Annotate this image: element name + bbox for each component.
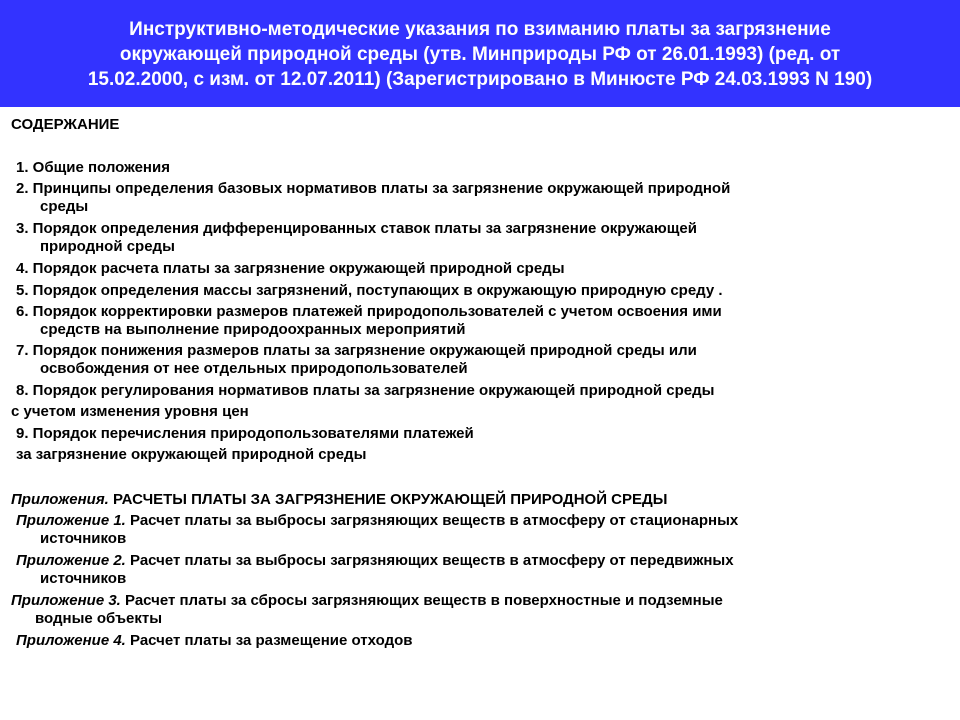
appendix-continuation: источников <box>40 570 127 587</box>
contents-item-text: 5. Порядок определения массы загрязнений, поступающих в окружающую природную среду . <box>16 282 723 299</box>
contents-item-text: за загрязнение окружающей природной среды <box>16 446 367 463</box>
appendix-text: Расчет платы за размещение отходов <box>125 632 413 649</box>
contents-item-text: 7. Порядок понижения размеров платы за загрязнение окружающей природной среды или <box>16 342 697 359</box>
contents-item-text: 1. Общие положения <box>16 159 170 176</box>
appendix-item-1 <box>16 512 738 548</box>
appendix-text: Расчет платы за выбросы загрязняющих веществ в атмосферу от передвижных <box>125 552 734 569</box>
contents-title: СОДЕРЖАНИЕ <box>11 116 120 133</box>
contents-item-text: 6. Порядок корректировки размеров платежей природопользователей с учетом освоения ими <box>16 303 722 320</box>
appendix-label: Приложение 3. <box>11 592 121 609</box>
header-line-1: Инструктивно-методические указания по взиманию платы за загрязнение <box>129 19 831 40</box>
appendix-label: Приложение 4. <box>16 632 126 649</box>
header-line-3: 15.02.2000, с изм. от 12.07.2011) (Зарегистрировано в Минюсте РФ 24.03.1993 N 190) <box>87 69 873 90</box>
contents-item-text: 2. Принципы определения базовых нормативов платы за загрязнение окружающей природной <box>16 180 731 197</box>
appendix-label: Приложение 2. <box>16 552 126 569</box>
appendix-continuation: водные объекты <box>35 610 163 627</box>
contents-item-continuation: среды <box>40 198 89 215</box>
appendix-label: Приложение 1. <box>16 512 126 529</box>
contents-item-continuation: освобождения от нее отдельных природопользователей <box>40 360 468 377</box>
contents-item-4 <box>16 260 565 278</box>
contents-item-6 <box>16 303 722 339</box>
appendix-item-3 <box>11 592 723 628</box>
appendix-text: Расчет платы за выбросы загрязняющих веществ в атмосферу от стационарных <box>125 512 739 529</box>
appendices-heading <box>11 491 667 509</box>
appendix-text: Расчет платы за сбросы загрязняющих веществ в поверхностные и подземные <box>120 592 723 609</box>
contents-item-9 <box>16 425 474 443</box>
contents-item-2 <box>16 180 730 216</box>
appendices-heading-text: РАСЧЕТЫ ПЛАТЫ ЗА ЗАГРЯЗНЕНИЕ ОКРУЖАЮЩЕЙ ПРИРОДНОЙ СРЕДЫ <box>108 491 668 508</box>
contents-item-8 <box>16 382 714 400</box>
slide-header <box>0 0 960 107</box>
contents-item-continuation: природной среды <box>40 238 175 255</box>
appendix-item-4 <box>16 632 412 650</box>
contents-item-3 <box>16 220 697 256</box>
contents-item-1 <box>16 159 170 177</box>
header-line-2: окружающей природной среды (утв. Минприроды РФ от 26.01.1993) (ред. от <box>119 44 841 65</box>
contents-item-text: с учетом изменения уровня цен <box>11 403 249 420</box>
contents-item-text: 9. Порядок перечисления природопользователями платежей <box>16 425 474 442</box>
contents-item-continuation: средств на выполнение природоохранных мероприятий <box>40 321 466 338</box>
appendix-continuation: источников <box>40 530 127 547</box>
contents-item-text: 8. Порядок регулирования нормативов платы за загрязнение окружающей природной среды <box>16 382 715 399</box>
contents-item-text: 3. Порядок определения дифференцированных ставок платы за загрязнение окружающей <box>16 220 697 237</box>
contents-item-7 <box>16 342 697 378</box>
contents-item-8-continuation <box>11 403 249 421</box>
contents-item-text: 4. Порядок расчета платы за загрязнение окружающей природной среды <box>16 260 565 277</box>
appendix-item-2 <box>16 552 734 588</box>
contents-item-9-continuation <box>16 446 366 464</box>
appendices-label: Приложения. <box>11 491 109 508</box>
contents-item-5 <box>16 282 723 300</box>
